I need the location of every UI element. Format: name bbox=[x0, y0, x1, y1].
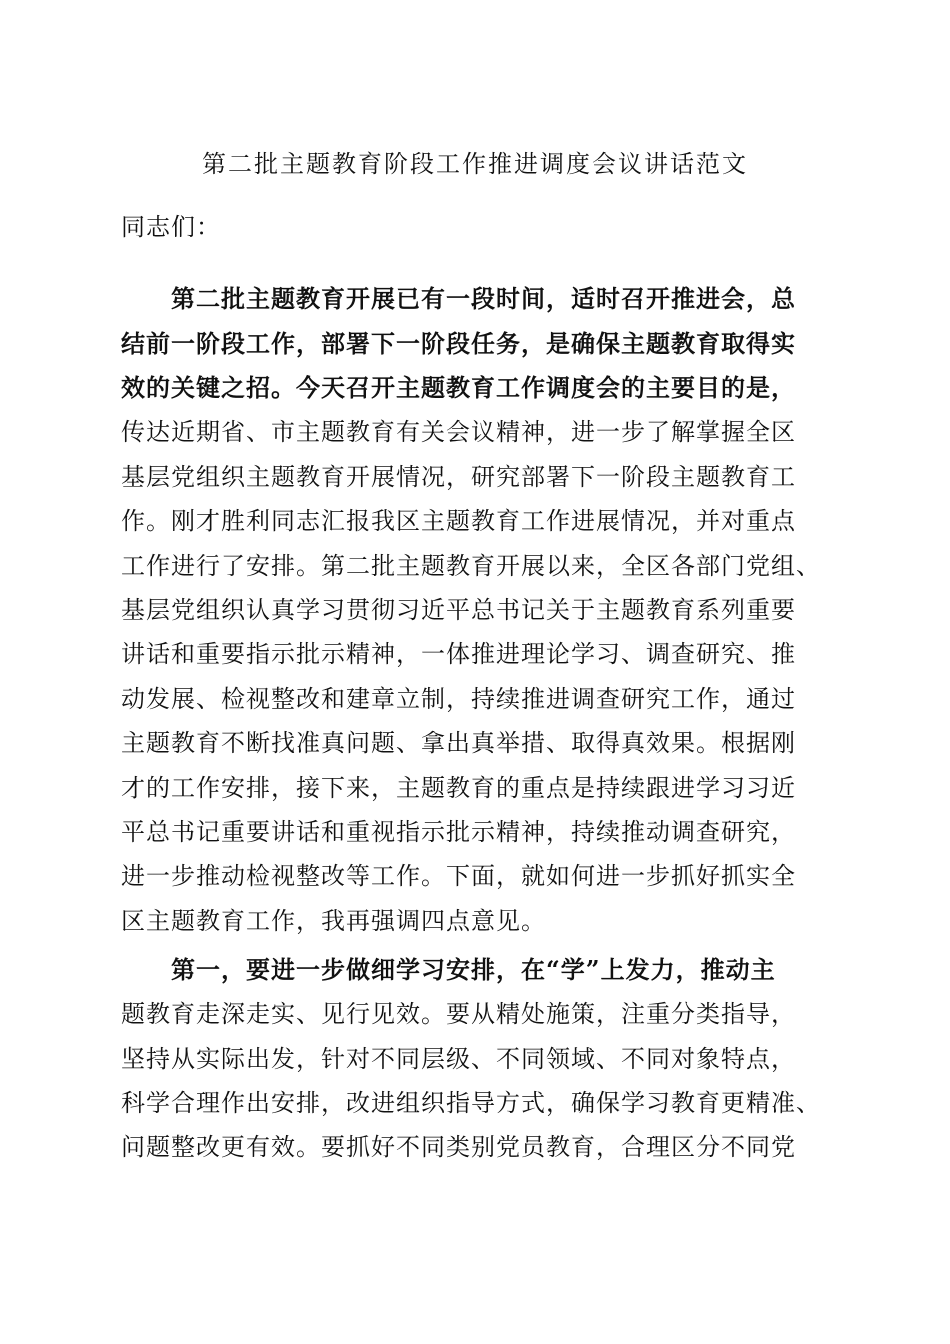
paragraph-line: 基层党组织认真学习贯彻习近平总书记关于主题教育系列重要 bbox=[121, 596, 796, 624]
paragraph-line: 进一步推动检视整改等工作。下面，就如何进一步抓好抓实全 bbox=[121, 862, 796, 890]
paragraph-line: 主题教育不断找准真问题、拿出真举措、取得真效果。根据刚 bbox=[121, 729, 796, 757]
paragraph-line: 讲话和重要指示批示精神，一体推进理论学习、调查研究、推 bbox=[121, 640, 796, 668]
paragraph-line: 第一，要进一步做细学习安排，在“学”上发力，推动主 bbox=[171, 955, 776, 984]
paragraph-line: 传达近期省、市主题教育有关会议精神，进一步了解掌握全区 bbox=[121, 418, 796, 446]
paragraph-line: 平总书记重要讲话和重视指示批示精神，持续推动调查研究， bbox=[121, 818, 796, 846]
paragraph-line: 区主题教育工作，我再强调四点意见。 bbox=[121, 907, 546, 935]
paragraph-line: 工作进行了安排。第二批主题教育开展以来，全区各部门党组、 bbox=[121, 552, 821, 580]
paragraph-line: 基层党组织主题教育开展情况，研究部署下一阶段主题教育工 bbox=[121, 463, 796, 491]
paragraph-line: 才的工作安排，接下来，主题教育的重点是持续跟进学习习近 bbox=[121, 774, 796, 802]
paragraph-line: 坚持从实际出发，针对不同层级、不同领域、不同对象特点， bbox=[121, 1045, 796, 1073]
paragraph-line: 题教育走深走实、见行见效。要从精处施策，注重分类指导， bbox=[121, 1000, 796, 1028]
paragraph-line: 效的关键之招。今天召开主题教育工作调度会的主要目的是， bbox=[121, 373, 796, 402]
paragraph-line: 动发展、检视整改和建章立制，持续推进调查研究工作，通过 bbox=[121, 685, 796, 713]
paragraph-line: 问题整改更有效。要抓好不同类别党员教育，合理区分不同党 bbox=[121, 1133, 796, 1161]
salutation: 同志们： bbox=[121, 213, 221, 241]
paragraph-line: 第二批主题教育开展已有一段时间，适时召开推进会，总 bbox=[171, 284, 796, 313]
paragraph-line: 结前一阶段工作，部署下一阶段任务，是确保主题教育取得实 bbox=[121, 329, 796, 358]
paragraph-line: 科学合理作出安排，改进组织指导方式，确保学习教育更精准、 bbox=[121, 1089, 821, 1117]
document-title: 第二批主题教育阶段工作推进调度会议讲话范文 bbox=[202, 150, 748, 178]
paragraph-line: 作。刚才胜利同志汇报我区主题教育工作进展情况，并对重点 bbox=[121, 507, 796, 535]
